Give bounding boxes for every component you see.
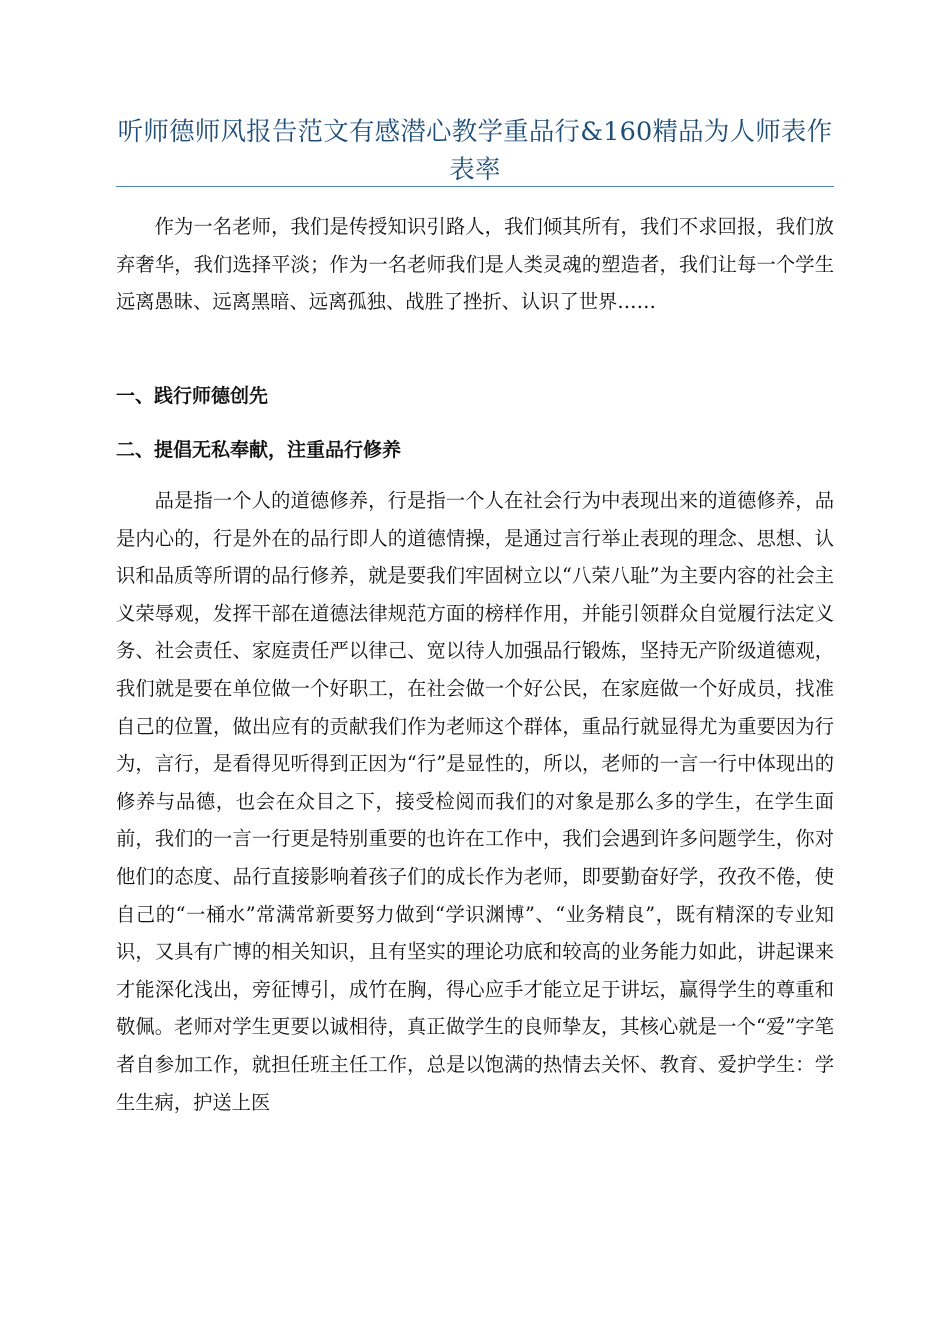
document-title: 听师德师风报告范文有感潜心教学重品行&160精品为人师表作表率 xyxy=(117,117,833,185)
title-underline-divider xyxy=(116,186,834,187)
section-heading-2: 二、提倡无私奉献，注重品行修养 xyxy=(116,439,402,461)
body-paragraph: 品是指一个人的道德修养，行是指一个人在社会行为中表现出来的道德修养，品是内心的，行是外在的品行即人的道德情操，是通过言行举止表现的理念、思想、认识和品质等所谓的品行修养，就是要我们牢固树立以“八荣八耻”为主要内容的社会主义荣辱观，发挥干部在道德法律规范方面的榜样作用，并能引领群众自觉履行法定义务、社会责任、家庭责任严以律己、宽以待人加强品行锻炼，坚持无产阶级道德观，我们就是要在单位做一个好职工，在社会做一个好公民，在家庭做一个好成员，找准自己的位置，做出应有的贡献我们作为老师这个群体，重品行就显得尤为重要因为行为，言行，是看得见听得到正因为“行”是显性的，所以，老师的一言一行中体现出的修养与品德，也会在众目之下，接受检阅而我们的对象是那么多的学生，在学生面前，我们的一言一行更是特别重要的也许在工作中，我们会遇到许多问题学生，你对他们的态度、品行直接影响着孩子们的成长作为老师，即要勤奋好学，孜孜不倦，使自己的“一桶水”常满常新要努力做到“学识渊博”、“业务精良”，既有精深的专业知识，又具有广博的相关知识，且有坚实的理论功底和较高的业务能力如此，讲起课来才能深化浅出，旁征博引，成竹在胸，得心应手才能立足于讲坛，赢得学生的尊重和敬佩。老师对学生更要以诚相待，真正做学生的良师挚友，其核心就是一个“爱”字笔者自参加工作，就担任班主任工作，总是以饱满的热情去关怀、教育、爱护学生：学生生病，护送上医 xyxy=(116,489,834,1114)
intro-paragraph: 作为一名老师，我们是传授知识引路人，我们倾其所有，我们不求回报，我们放弃奢华，我们选择平淡；作为一名老师我们是人类灵魂的塑造者，我们让每一个学生远离愚昧、远离黑暗、远离孤独、战胜了挫折、认识了世界…… xyxy=(116,215,834,314)
section-heading-1: 一、践行师德创先 xyxy=(116,385,269,407)
